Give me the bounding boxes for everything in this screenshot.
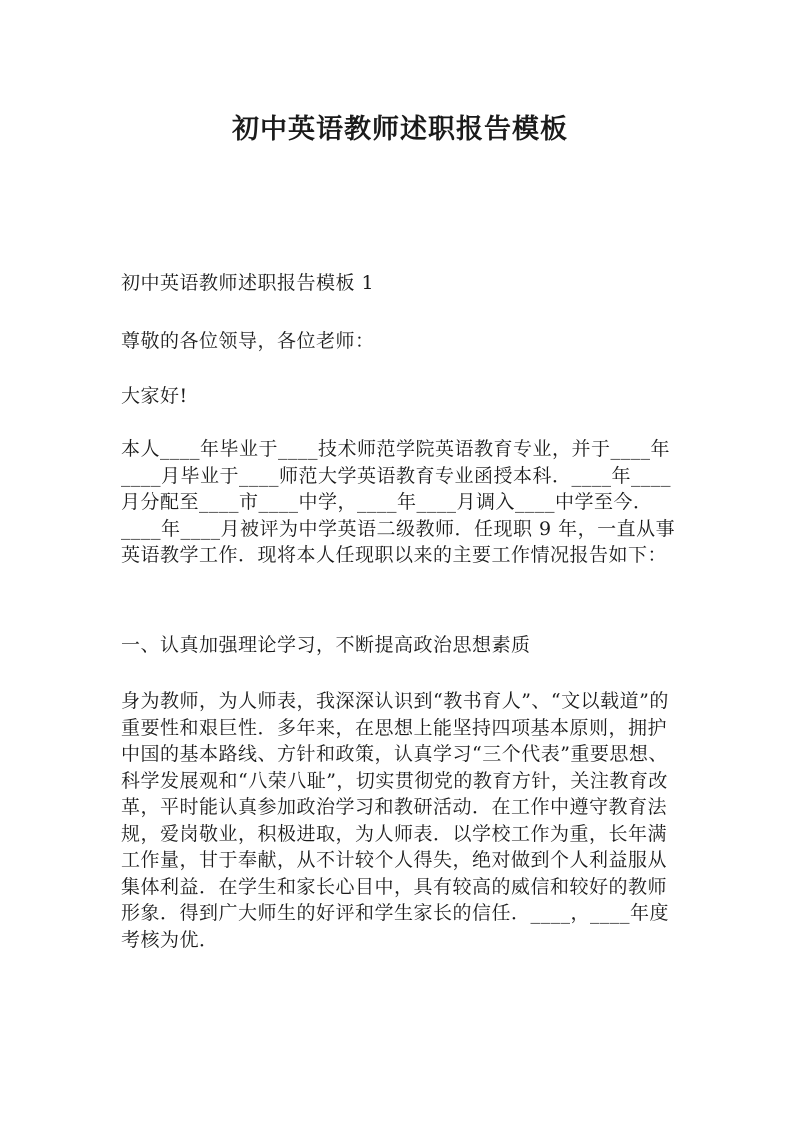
body-paragraph: 身为教师，为人师表，我深深认识到“教书育人”、“文以载道”的重要性和艰巨性．多年来，在思想上能坚持四项基本原则，拥护中国的基本路线、方针和政策，认真学习“三个代表”重要思想、科学发展观和“八荣八耻”，切实贯彻党的教育方针，关注教育改革，平时能认真参加政治学习和教研活动．在工作中遵守教育法规，爱岗敬业，积极进取，为人师表．以学校工作为重，长年满工作量，甘于奉献，从不计较个人得失，绝对做到个人利益服从集体利益．在学生和家长心目中，具有较高的威信和较好的教师形象．得到广大师生的好评和学生家长的信任．____，____年度考核为优． bbox=[121, 690, 670, 951]
greeting: 大家好! bbox=[121, 385, 188, 407]
intro-paragraph: 本人____年毕业于____技术师范学院英语教育专业，并于____年____月毕业于____师范大学英语教育专业函授本科．____年____月分配至____市____中学，____年____月调入____中学至今．____年____月被评为中学英语二级教师．任现职 9 年，一直从事英语教学工作．现将本人任现职以来的主要工作情况报告如下： bbox=[121, 438, 676, 566]
salutation: 尊敬的各位领导，各位老师： bbox=[121, 330, 375, 352]
document-title: 初中英语教师述职报告模板 bbox=[232, 114, 568, 145]
section-heading-2: 一、认真加强理论学习，不断提高政治思想素质 bbox=[121, 634, 531, 656]
section-heading-1: 初中英语教师述职报告模板 1 bbox=[121, 272, 375, 294]
